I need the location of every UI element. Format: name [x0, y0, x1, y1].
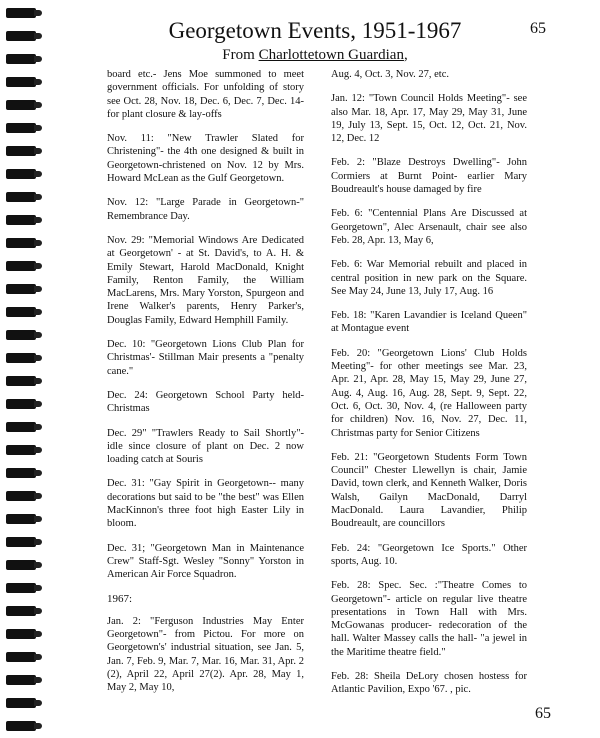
binding-coil: [6, 238, 36, 248]
binding-coil: [6, 169, 36, 179]
entry: Feb. 2: "Blaze Destroys Dwelling"- John Cormiers at Burnt Point- earlier Mary Boudreault's house damaged by fire: [331, 157, 527, 196]
binding-coil: [6, 560, 36, 570]
entry: Jan. 2: "Ferguson Industries May Enter Georgetown"- from Pictou. For more on Georgetown's' industrial situation, see Jan. 5, Jan. 7, Feb. 9, Mar. 7, Mar. 16, Mar. 31, Apr. 2 (2), April 22, April 27(2). Apr. 28, May 1, May 2, May 10,: [107, 615, 304, 694]
entry: Dec. 24: Georgetown School Party held-Christmas: [107, 389, 304, 415]
binding-coil: [6, 445, 36, 455]
binding-coil: [6, 215, 36, 225]
entry: Dec. 10: "Georgetown Lions Club Plan for Christmas'- Stillman Mair presents a "penalty cane.": [107, 339, 304, 377]
binding-coil: [6, 77, 36, 87]
right-column: [331, 68, 527, 708]
binding-coil: [6, 353, 36, 363]
entry: Dec. 31: "Gay Spirit in Georgetown-- many decorations but said to be "the best" was Ellen MacKinnon's three foot high Easter Lily in bloom.: [107, 478, 304, 530]
binding-coil: [6, 123, 36, 133]
entry: Aug. 4, Oct. 3, Nov. 27, etc.: [331, 69, 450, 80]
binding-coil: [6, 468, 36, 478]
binding-coil: [6, 583, 36, 593]
page-title: Georgetown Events, 1951-1967: [168, 18, 462, 43]
page-number-bottom: 65: [535, 705, 551, 722]
binding-coil: [6, 606, 36, 616]
entry: Feb. 28: Sheila DeLory chosen hostess for Atlantic Pavilion, Expo '67. , pic.: [331, 670, 527, 696]
year-heading: 1967:: [107, 592, 133, 605]
entry: Feb. 28: Spec. Sec. :"Theatre Comes to Georgetown"- article on regular live theatre presentations in Town Hall with Mrs. McGowanas producer- redecoration of the hall. Walter Massey calls the hall- "a jewel in the Maritime theatre field.": [331, 580, 527, 658]
binding-coil: [6, 721, 36, 731]
entry: Feb. 6: War Memorial rebuilt and placed in central position in new park on the Square. See May 24, June 13, July 17, Aug. 16: [331, 259, 527, 297]
entry: Jan. 12: "Town Council Holds Meeting"- see also Mar. 18, Apr. 17, May 29, May 31, June 19, July 13, Sept. 15, Oct. 12, Oct. 21, Nov. 12, Dec. 12: [331, 93, 527, 145]
binding-coil: [6, 675, 36, 685]
page-number-top: 65: [530, 20, 546, 37]
subtitle-prefix: From: [222, 47, 259, 63]
binding-coil: [6, 652, 36, 662]
binding-coil: [6, 192, 36, 202]
binding-coil: [6, 100, 36, 110]
binding-coil: [6, 629, 36, 639]
binding-coil: [6, 698, 36, 708]
binding-coil: [6, 261, 36, 271]
entry: Feb. 20: "Georgetown Lions' Club Holds Meeting"- for other meetings see Mar. 23, Apr. 21, Apr. 28, May 15, May 29, June 27, Aug. 4, Aug. 16, Aug. 28, Sept. 9, Sept. 22, Oct. 6, Oct. 30, Nov. 4, (re Halloween party for children) Nov. 16, Nov. 27, Dec. 11, Christmas party for Senior Citizens: [331, 347, 527, 439]
entry: board etc.- Jens Moe summoned to meet government officials. For unfolding of story see Oct. 28, Nov. 18, Dec. 6, Dec. 7, Dec. 14- for plant closure & lay-offs: [107, 69, 304, 120]
binding-coil: [6, 54, 36, 64]
entry: Feb. 24: "Georgetown Ice Sports." Other sports, Aug. 10.: [331, 542, 527, 567]
binding-coil: [6, 422, 36, 432]
entry: Nov. 12: "Large Parade in Georgetown-" Remembrance Day.: [107, 197, 304, 222]
subtitle-source: Charlottetown Guardian: [258, 47, 404, 63]
binding-coil: [6, 330, 36, 340]
spiral-binding: [0, 0, 50, 738]
entry: Dec. 29" "Trawlers Ready to Sail Shortly"- idle since closure of plant on Dec. 2 now loading catch at Souris: [107, 427, 304, 466]
binding-coil: [6, 31, 36, 41]
binding-coil: [6, 146, 36, 156]
binding-coil: [6, 376, 36, 386]
entry: Feb. 6: "Centennial Plans Are Discussed at Georgetown", Alec Arsenault, chair see also Feb. 28, Apr. 13, May 6,: [331, 208, 527, 246]
entry: Feb. 18: "Karen Lavandier is Iceland Queen" at Montague event: [331, 310, 527, 335]
entry: Nov. 11: "New Trawler Slated for Christening"- the 4th one designed & built in Georgetown-christened on Nov. 12 by Mrs. Howard McLean as the Gulf Georgetown.: [107, 133, 304, 185]
binding-coil: [6, 284, 36, 294]
page-header: [150, 18, 480, 64]
page-subtitle: [150, 46, 480, 64]
binding-coil: [6, 537, 36, 547]
binding-coil: [6, 514, 36, 524]
binding-coil: [6, 307, 36, 317]
binding-coil: [6, 8, 36, 18]
binding-coil: [6, 399, 36, 409]
left-column: [107, 68, 304, 706]
subtitle-suffix: ,: [403, 47, 408, 63]
binding-coil: [6, 491, 36, 501]
entry: Nov. 29: "Memorial Windows Are Dedicated at Georgetown' - at St. David's, to A. H. & Emily Stewart, Harold MacDonald, Knight Family, Renton Family, the William MacLarens, Mrs. Mary Yorston, Spurgeon and Irene Walker's parents, Henry Parker's, Douglas Family, Edward Hemphill Family.: [107, 234, 304, 326]
entry: Feb. 21: "Georgetown Students Form Town Council" Chester Llewellyn is chair, Jamie David, town clerk, and Kenneth Walker, Doris Walsh, Gailyn MacDonald, Darryl MacDonald. Laura Lavandier, Philip Boudreault, are councillors: [331, 451, 527, 530]
entry: Dec. 31; "Georgetown Man in Maintenance Crew" Staff-Sgt. Wesley "Sonny" Yorston in American Air Force Squadron.: [107, 542, 304, 581]
